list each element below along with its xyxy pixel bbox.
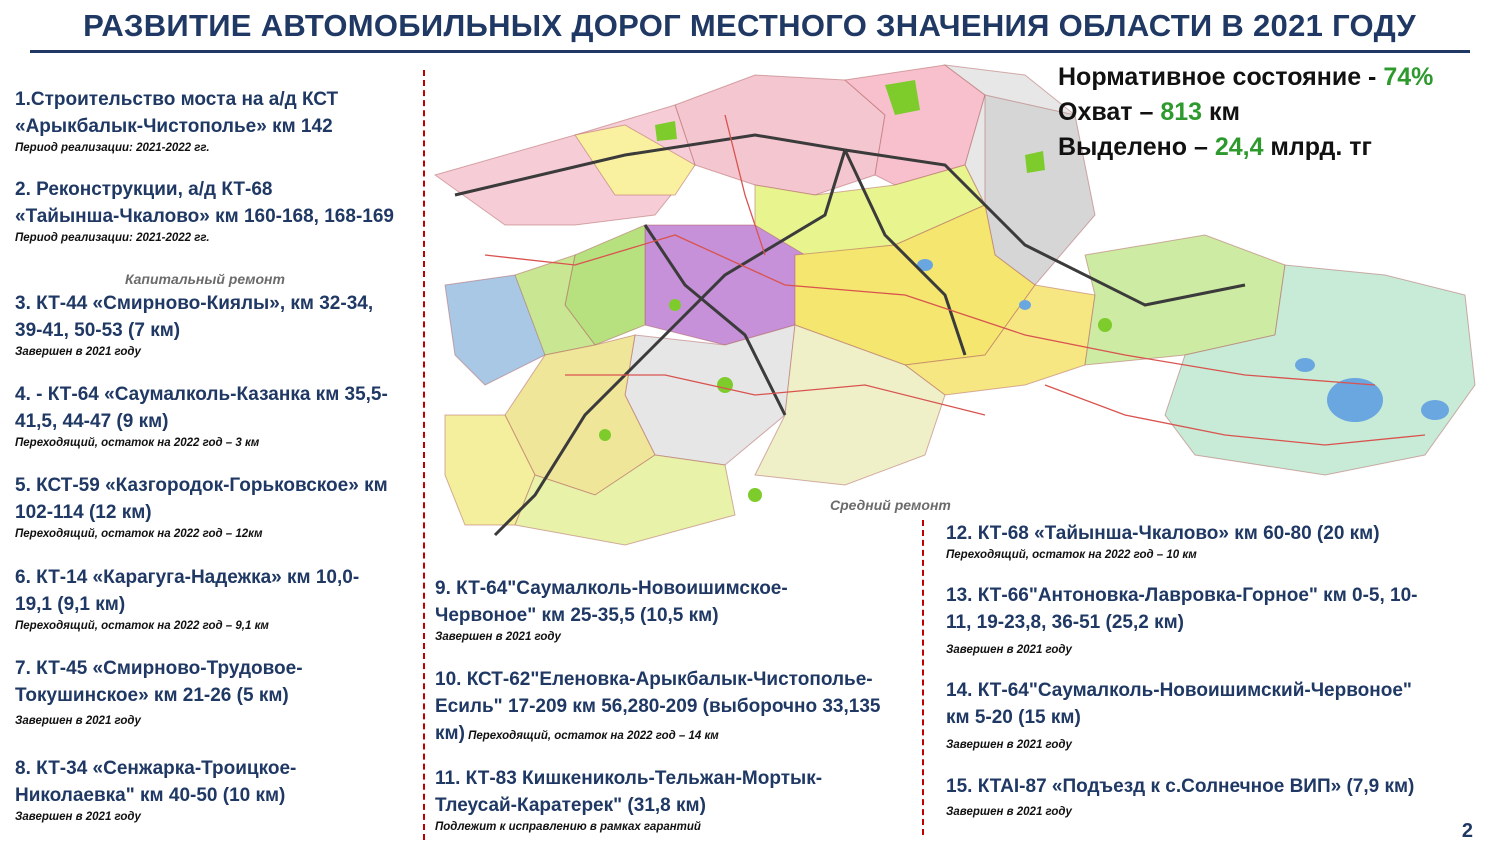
project-status: Переходящий, остаток на 2022 год – 9,1 км: [15, 620, 269, 632]
project-item-15: 15. КТАI-87 «Подъезд к с.Солнечное ВИП» (7,9 км) Завершен в 2021 году: [946, 776, 1415, 818]
project-item-4: 4. - КТ-64 «Саумалколь-Казанка км 35,5- 41,5, 44-47 (9 км) Переходящий, остаток на 2022 год – 3 км: [15, 384, 388, 449]
project-status: Завершен в 2021 году: [946, 739, 1072, 751]
title-underline: [30, 50, 1470, 53]
project-item-1: 1.Строительство моста на а/д КСТ «Арыкбалык-Чистополье» км 142 Период реализации: 2021-2022 гг.: [15, 89, 339, 154]
project-item-3: 3. КТ-44 «Смирново-Киялы», км 32-34, 39-41, 50-53 (7 км) Завершен в 2021 году: [15, 293, 374, 358]
project-item-8: 8. КТ-34 «Сенжарка-Троицкое- Николаевка" км 40-50 (10 км) Завершен в 2021 году: [15, 758, 297, 823]
project-status: Завершен в 2021 году: [15, 715, 141, 727]
project-item-5: 5. КСТ-59 «Казгородок-Горьковское» км 102-114 (12 км) Переходящий, остаток на 2022 год – 12км: [15, 475, 388, 540]
stats-normative: Нормативное состояние - 74%: [1058, 63, 1434, 91]
project-status: Переходящий, остаток на 2022 год – 10 км: [946, 549, 1197, 561]
project-item-2: 2. Реконструкции, а/д КТ-68 «Тайынша-Чкалово» км 160-168, 168-169 Период реализации: 2021-2022 гг.: [15, 179, 394, 244]
project-status: Переходящий, остаток на 2022 год – 3 км: [15, 437, 260, 449]
project-item-10: 10. КСТ-62"Еленовка-Арыкбалык-Чистополье- Есиль" 17-209 км 56,280-209 (выборочно 33,135 км) Переходящий, остаток на 2022 год – 14 км: [435, 669, 881, 744]
project-item-12: 12. КТ-68 «Тайынша-Чкалово» км 60-80 (20 км) Переходящий, остаток на 2022 год – 10 км: [946, 523, 1380, 561]
stats-coverage-value: 813: [1160, 98, 1203, 126]
page-number: 2: [1461, 820, 1473, 842]
stats-allocated-value: 24,4: [1214, 133, 1264, 161]
stats-normative-value: 74%: [1383, 63, 1434, 91]
project-item-7: 7. КТ-45 «Смирново-Трудовое- Токушинское» км 21-26 (5 км) Завершен в 2021 году: [15, 658, 303, 727]
page-title: РАЗВИТИЕ АВТОМОБИЛЬНЫХ ДОРОГ МЕСТНОГО ЗНАЧЕНИЯ ОБЛАСТИ В 2021 ГОДУ: [83, 8, 1416, 43]
project-status: Завершен в 2021 году: [15, 346, 141, 358]
project-status: Переходящий, остаток на 2022 год – 12км: [15, 528, 263, 540]
project-item-6: 6. КТ-14 «Карагуга-Надежка» км 10,0- 19,1 (9,1 км) Переходящий, остаток на 2022 год – 9,1 км: [15, 567, 360, 632]
project-status: Переходящий, остаток на 2022 год – 14 км: [464, 730, 719, 742]
project-item-9: 9. КТ-64"Саумалколь-Новоишимское- Червоное" км 25-35,5 (10,5 км) Завершен в 2021 году: [435, 578, 788, 643]
stats-coverage: Охват – 813 км: [1058, 98, 1241, 126]
column-divider-left: [423, 70, 425, 840]
project-status: Период реализации: 2021-2022 гг.: [15, 142, 210, 154]
stats-allocated: Выделено – 24,4 млрд. тг: [1058, 133, 1372, 161]
project-item-11: 11. КТ-83 Кишкениколь-Тельжан-Мортык- Тлеусай-Каратерек" (31,8 км) Подлежит к исправлению в рамках гарантий: [435, 768, 823, 833]
project-status: Завершен в 2021 году: [946, 644, 1072, 656]
project-item-13: 13. КТ-66"Антоновка-Лавровка-Горное" км 0-5, 10- 11, 19-23,8, 36-51 (25,2 км) Завершен в 2021 году: [946, 585, 1418, 656]
project-item-14: 14. КТ-64"Саумалколь-Новоишимский-Червоное" км 5-20 (15 км) Завершен в 2021 году: [946, 680, 1412, 751]
project-status: Подлежит к исправлению в рамках гарантий: [435, 821, 701, 833]
section-capital-repair: Капитальный ремонт: [125, 271, 285, 287]
project-status: Завершен в 2021 году: [435, 631, 561, 643]
project-status: Завершен в 2021 году: [15, 811, 141, 823]
project-status: Завершен в 2021 году: [946, 806, 1072, 818]
stats-block: [1058, 60, 1433, 165]
column-divider-right: [922, 520, 924, 835]
project-status: Период реализации: 2021-2022 гг.: [15, 232, 210, 244]
section-medium-repair: Средний ремонт: [830, 497, 951, 513]
